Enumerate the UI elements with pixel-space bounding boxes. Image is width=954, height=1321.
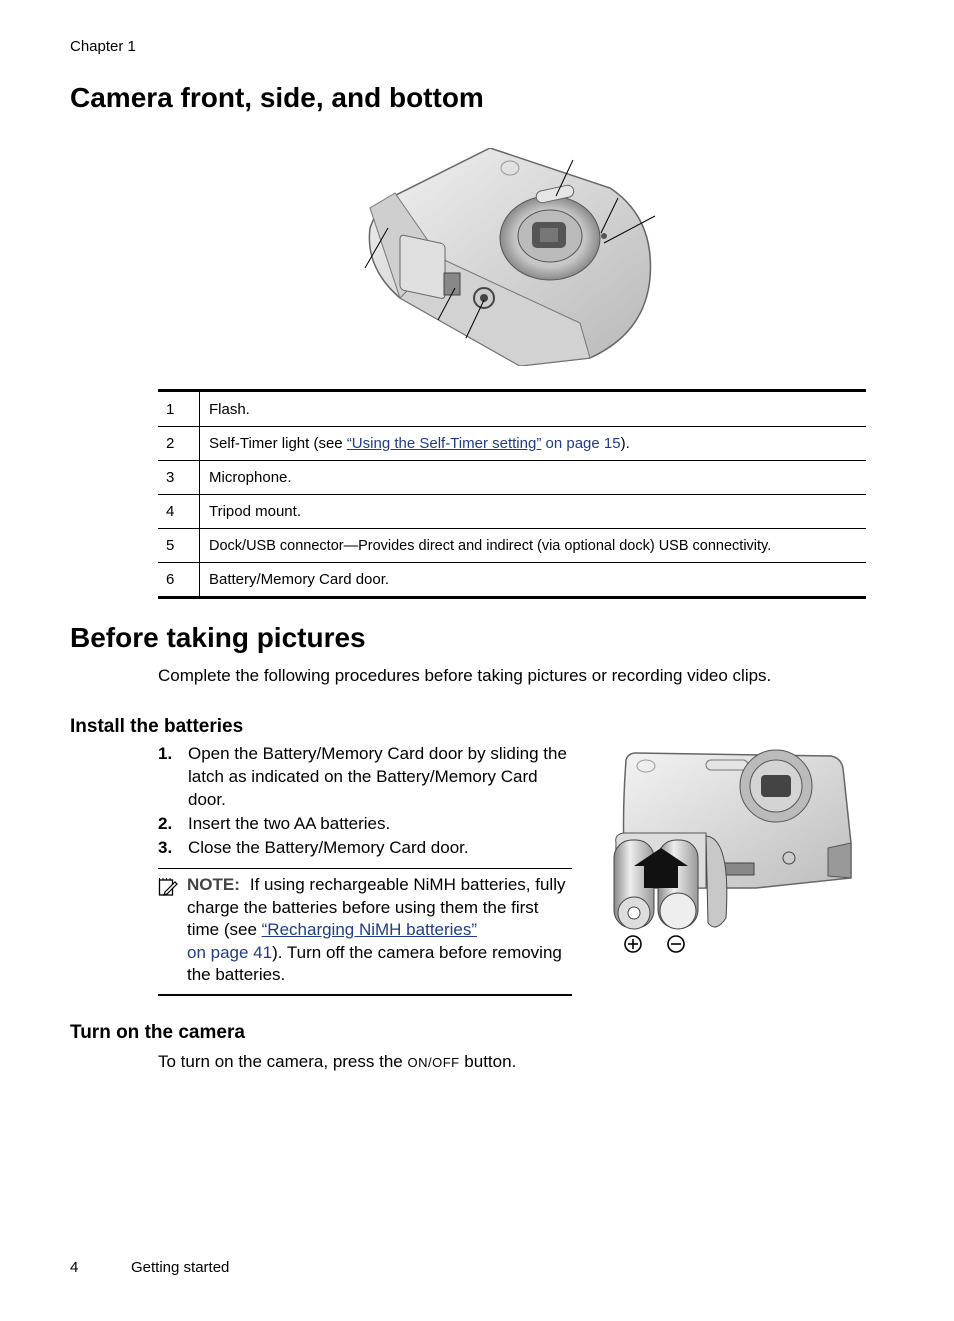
self-timer-link[interactable]: “Using the Self-Timer setting” on page 15	[346, 435, 621, 452]
list-item	[158, 836, 578, 859]
camera-illustration	[360, 148, 660, 366]
step-number: 2.	[158, 814, 173, 833]
part-description: Flash.	[209, 400, 250, 418]
table-row	[158, 529, 866, 563]
part-number: 3	[158, 461, 200, 495]
section-intro: Complete the following procedures before taking pictures or recording video clips.	[158, 666, 772, 685]
part-description: Battery/Memory Card door.	[200, 563, 867, 598]
page-number: 4	[70, 1259, 79, 1276]
part-number: 1	[158, 391, 200, 427]
step-number: 3.	[158, 838, 173, 857]
section-title-camera: Camera front, side, and bottom	[70, 82, 484, 113]
battery-install-illustration	[606, 748, 856, 958]
step-text: Close the Battery/Memory Card door.	[188, 838, 469, 857]
list-item	[158, 812, 578, 835]
part-number: 5	[158, 529, 200, 563]
recharging-link[interactable]: “Recharging NiMH batteries” on page 41	[187, 920, 478, 962]
note-text	[187, 874, 572, 987]
table-row	[158, 563, 866, 598]
note-pencil-icon	[158, 877, 178, 897]
on-off-button-label: ON/OFF	[407, 1055, 460, 1070]
table-row	[158, 391, 866, 427]
list-item	[158, 742, 578, 811]
part-description: Dock/USB connector—Provides direct and indirect (via optional dock) USB connectivity.	[200, 529, 867, 563]
part-description	[200, 427, 867, 461]
table-row	[158, 495, 866, 529]
parts-table	[158, 389, 866, 599]
turn-on-post: button.	[459, 1052, 517, 1071]
step-text: Open the Battery/Memory Card door by sliding the latch as indicated on the Battery/Memory Card door.	[188, 744, 567, 809]
note-box	[158, 868, 572, 996]
install-steps	[158, 742, 578, 860]
step-number: 1.	[158, 744, 173, 763]
turn-on-pre: To turn on the camera, press the	[158, 1052, 408, 1071]
part-description: Tripod mount.	[200, 495, 867, 529]
step-text: Insert the two AA batteries.	[188, 814, 391, 833]
minus-circle-icon	[668, 936, 684, 952]
table-row	[158, 461, 866, 495]
subsection-title-turn-on: Turn on the camera	[70, 1022, 245, 1043]
chapter-header: Chapter 1	[70, 38, 136, 55]
part-number: 6	[158, 563, 200, 598]
part-text: Self-Timer light (see	[209, 435, 347, 452]
note-body-end: ). Turn off the camera before removing the batteries.	[187, 942, 562, 984]
subsection-title-install: Install the batteries	[70, 716, 244, 737]
footer-section: Getting started	[131, 1259, 230, 1276]
part-description: Microphone.	[200, 461, 867, 495]
note-label: NOTE:	[187, 875, 240, 894]
turn-on-text	[158, 1052, 516, 1072]
part-text: ).	[620, 435, 630, 452]
part-number: 4	[158, 495, 200, 529]
part-number: 2	[158, 427, 200, 461]
note-body: If using rechargeable NiMH batteries, fully charge the batteries before using them the first time (see	[187, 875, 566, 939]
section-title-before: Before taking pictures	[70, 622, 366, 653]
plus-circle-icon	[625, 936, 641, 952]
table-row	[158, 427, 866, 461]
